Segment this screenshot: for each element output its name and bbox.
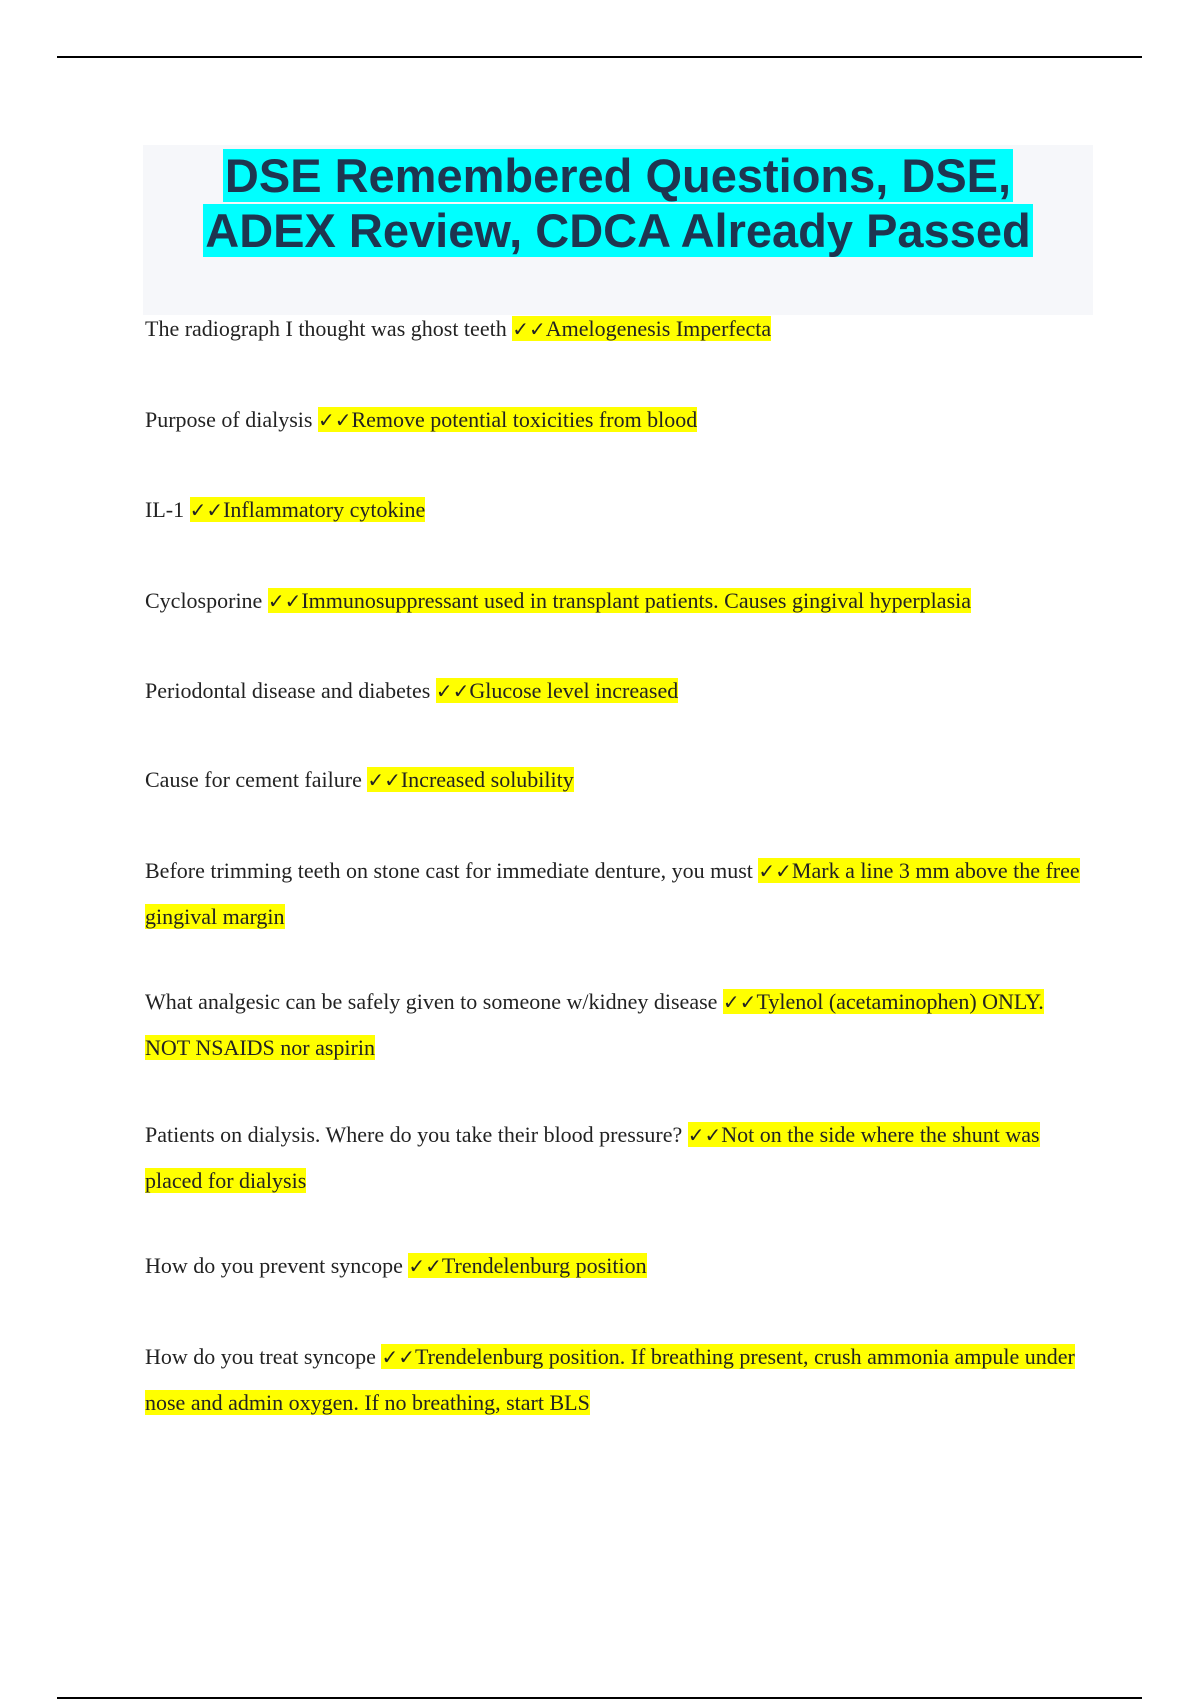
answer-text: Inflammatory cytokine xyxy=(223,497,426,522)
question-text: How do you treat syncope xyxy=(145,1344,376,1369)
double-check-icon: ✓✓ xyxy=(687,1123,722,1147)
qa-item xyxy=(145,578,1090,624)
question-text: How do you prevent syncope xyxy=(145,1253,403,1278)
double-check-icon: ✓✓ xyxy=(367,768,401,792)
answer-text: Not on the side where the shunt was placed for dialysis xyxy=(145,1122,1040,1193)
question-text: Cyclosporine xyxy=(145,588,263,613)
double-check-icon: ✓✓ xyxy=(408,1254,442,1278)
answer-highlight xyxy=(436,678,678,703)
qa-item xyxy=(145,848,1090,939)
answer-text: Trendelenburg position xyxy=(441,1253,647,1278)
qa-item xyxy=(145,397,1090,443)
answer-text: Remove potential toxicities from blood xyxy=(351,407,698,432)
answer-highlight xyxy=(268,588,971,613)
document-title xyxy=(143,145,1093,258)
answer-text: Trendelenburg position. If breathing present, crush ammonia ampule under nose and admin oxygen. If no breathing, start BLS xyxy=(145,1344,1075,1415)
answer-text: Amelogenesis Imperfecta xyxy=(545,316,772,341)
double-check-icon: ✓✓ xyxy=(189,498,224,522)
answer-highlight xyxy=(190,497,426,522)
question-text: Patients on dialysis. Where do you take their blood pressure? xyxy=(145,1122,683,1147)
qa-item xyxy=(145,1243,1090,1289)
title-block xyxy=(143,145,1093,315)
qa-item xyxy=(145,668,1090,714)
qa-item xyxy=(145,1334,1090,1425)
qa-item xyxy=(145,1112,1090,1203)
answer-highlight xyxy=(512,316,771,341)
double-check-icon: ✓✓ xyxy=(512,317,546,341)
double-check-icon: ✓✓ xyxy=(435,679,470,703)
top-rule xyxy=(57,56,1142,58)
title-line-2: ADEX Review, CDCA Already Passed xyxy=(205,204,1031,257)
title-line-1: DSE Remembered Questions, DSE, xyxy=(224,149,1012,202)
double-check-icon: ✓✓ xyxy=(758,859,792,883)
question-text: Purpose of dialysis xyxy=(145,407,313,432)
double-check-icon: ✓✓ xyxy=(381,1345,415,1369)
answer-highlight xyxy=(367,767,573,792)
question-text: What analgesic can be safely given to someone w/kidney disease xyxy=(145,989,718,1014)
answer-text: Immunosuppressant used in transplant patients. Causes gingival hyperplasia xyxy=(301,588,972,613)
double-check-icon: ✓✓ xyxy=(267,589,302,613)
qa-item xyxy=(145,487,1090,533)
question-text: Periodontal disease and diabetes xyxy=(145,678,431,703)
answer-highlight xyxy=(408,1253,646,1278)
answer-highlight xyxy=(318,407,697,432)
double-check-icon: ✓✓ xyxy=(722,990,757,1014)
qa-item xyxy=(145,979,1090,1070)
bottom-rule xyxy=(57,1697,1142,1699)
question-text: Before trimming teeth on stone cast for immediate denture, you must xyxy=(145,858,753,883)
qa-item xyxy=(145,306,1090,352)
question-text: IL-1 xyxy=(145,497,185,522)
question-text: The radiograph I thought was ghost teeth xyxy=(145,316,507,341)
answer-text: Tylenol (acetaminophen) ONLY. NOT NSAIDS nor aspirin xyxy=(145,989,1044,1060)
qa-item xyxy=(145,757,1090,803)
answer-text: Glucose level increased xyxy=(469,678,679,703)
question-text: Cause for cement failure xyxy=(145,767,362,792)
answer-text: Increased solubility xyxy=(400,767,574,792)
answer-text: Mark a line 3 mm above the free gingival margin xyxy=(145,858,1080,929)
double-check-icon: ✓✓ xyxy=(317,408,352,432)
